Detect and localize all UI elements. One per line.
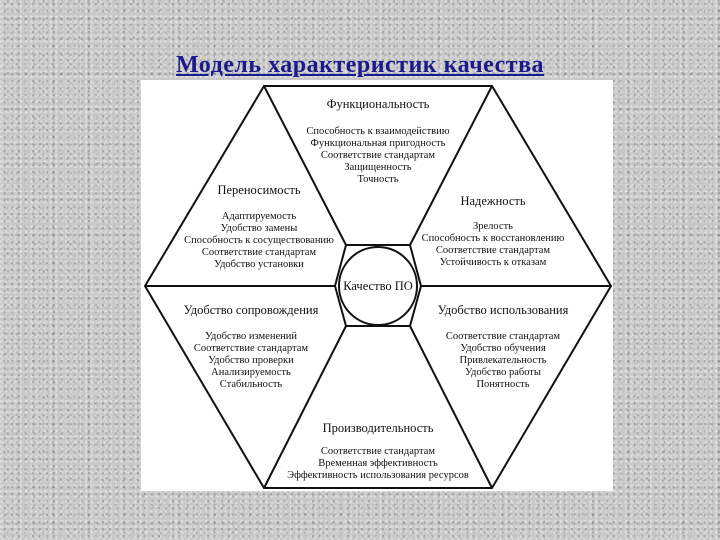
- sector-lower-left-item: Удобство изменений: [205, 331, 297, 342]
- quality-model-diagram: [141, 80, 613, 491]
- sector-bottom: [287, 421, 469, 481]
- sector-top-item: Точность: [357, 174, 399, 185]
- sector-upper-left-item: Адаптируемость: [221, 211, 297, 222]
- sector-top-item: Соответствие стандартам: [320, 150, 436, 161]
- sector-lower-left-item: Соответствие стандартам: [193, 343, 309, 354]
- sector-top-item: Функциональная пригодность: [310, 138, 446, 149]
- sector-top-item: Защищенность: [344, 162, 412, 173]
- sector-bottom-item: Эффективность использования ресурсов: [287, 470, 469, 481]
- sector-top: [306, 97, 449, 185]
- sector-lower-left-item: Стабильность: [219, 379, 283, 390]
- sector-lower-left-heading: Удобство сопровождения: [183, 303, 319, 317]
- sector-lower-right-item: Соответствие стандартам: [445, 331, 561, 342]
- sector-lower-right-heading: Удобство использования: [437, 303, 569, 317]
- sector-lower-right: [438, 303, 569, 390]
- sector-lower-right-item: Удобство работы: [465, 367, 541, 378]
- sector-upper-right-item: Зрелость: [473, 221, 513, 232]
- sector-upper-left: [184, 183, 334, 270]
- sector-top-item: Способность к взаимодействию: [306, 126, 450, 137]
- sector-upper-left-item: Соответствие стандартам: [201, 247, 317, 258]
- sector-lower-left-item: Удобство проверки: [208, 355, 294, 366]
- sector-lower-right-item: Понятность: [476, 379, 530, 390]
- sector-upper-left-item: Способность к сосуществованию: [184, 235, 334, 246]
- sector-upper-right-item: Соответствие стандартам: [435, 245, 551, 256]
- sector-lower-left-item: Анализируемость: [211, 367, 291, 378]
- sector-upper-left-item: Удобство установки: [214, 259, 304, 270]
- slide-title: Модель характеристик качества: [175, 52, 545, 78]
- hexagon-diagram: [141, 80, 613, 491]
- sector-upper-left-heading: Переносимость: [217, 183, 301, 197]
- sector-upper-right-heading: Надежность: [460, 194, 526, 208]
- sector-upper-right-item: Устойчивость к отказам: [439, 257, 547, 268]
- sector-bottom-heading: Производительность: [322, 421, 434, 435]
- sector-upper-right: [422, 194, 565, 268]
- sector-top-heading: Функциональность: [326, 97, 430, 111]
- sector-bottom-item: Соответствие стандартам: [320, 446, 436, 457]
- sector-lower-right-item: Удобство обучения: [460, 343, 546, 354]
- sector-bottom-item: Временная эффективность: [318, 458, 438, 469]
- sector-lower-left: [184, 303, 319, 390]
- sector-lower-right-item: Привлекательность: [459, 355, 547, 366]
- sector-upper-right-item: Способность к восстановлению: [421, 233, 565, 244]
- center-label: Качество ПО: [343, 279, 413, 293]
- sector-upper-left-item: Удобство замены: [220, 223, 298, 234]
